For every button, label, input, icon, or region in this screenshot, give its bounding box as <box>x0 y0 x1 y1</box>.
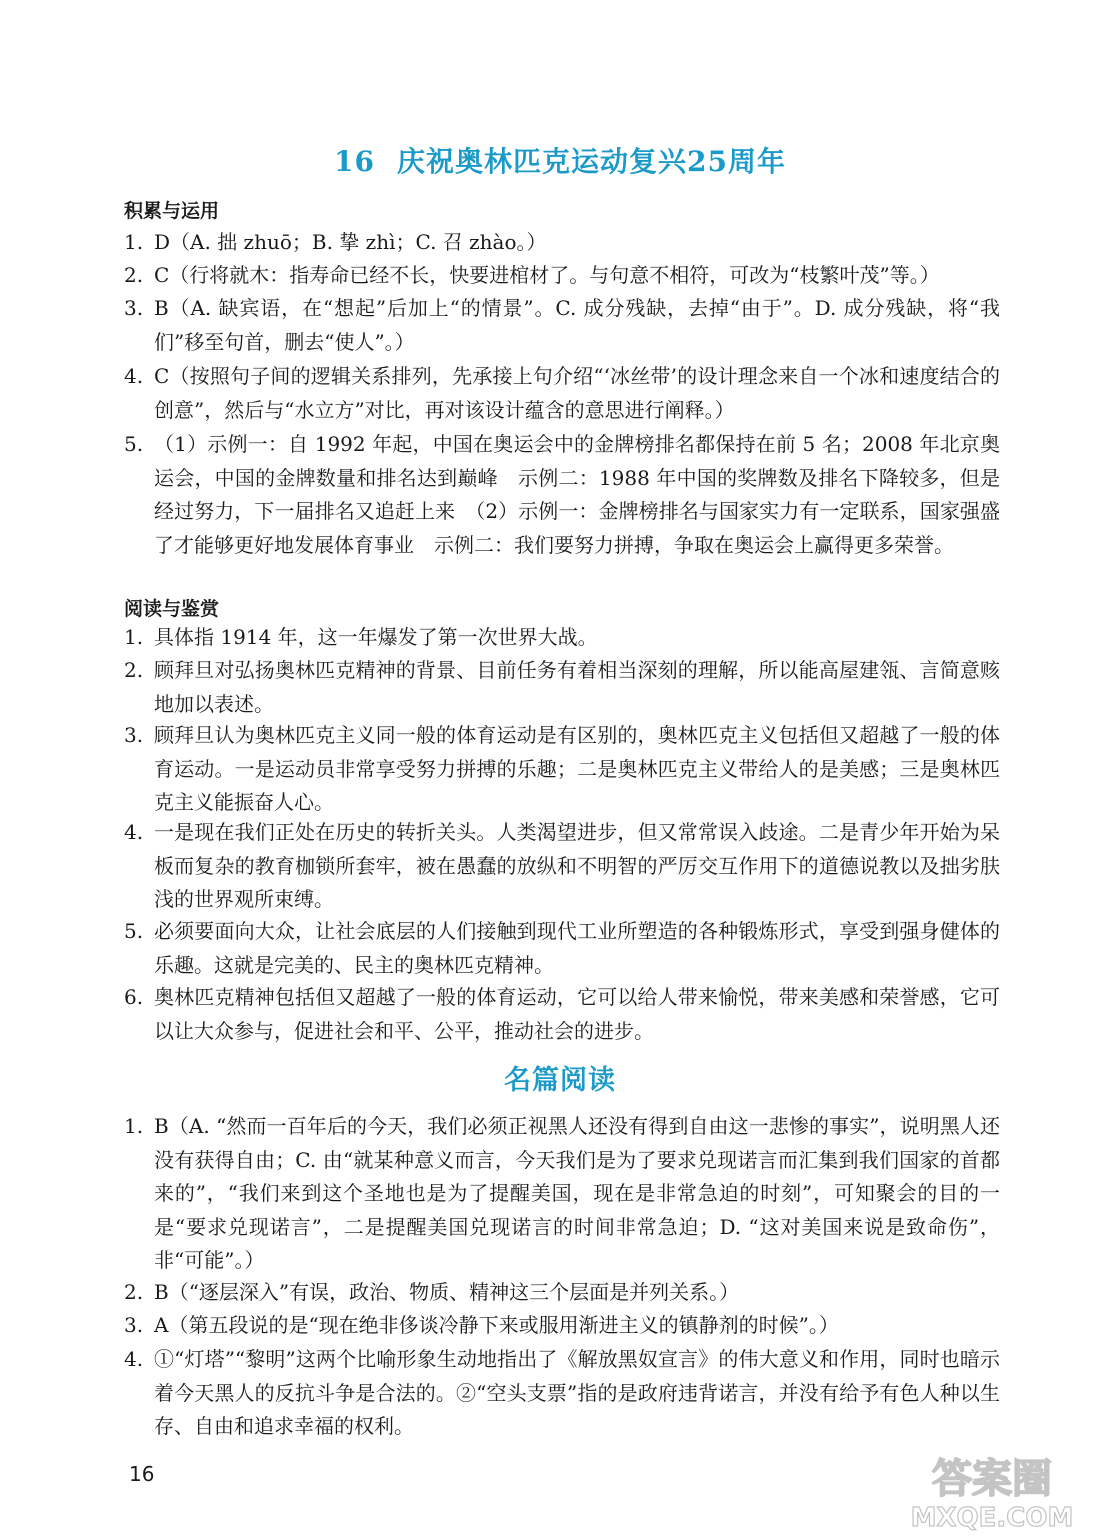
section-heading-accumulation: 积累与运用 <box>124 200 220 222</box>
watermark-logo <box>872 1442 1112 1532</box>
list-item: 3. A（第五段说的是“现在绝非侈谈冷静下来或服用渐进主义的镇静剂的时候”。） <box>124 1313 839 1337</box>
watermark-text-url: MXQE.COM <box>910 1503 1074 1532</box>
watermark-text-cn: 答案圈 <box>932 1456 1052 1502</box>
lesson-number: 16 <box>334 145 375 178</box>
lesson-title <box>0 140 1120 180</box>
list-item: 4. ①“灯塔”“黎明”这两个比喻形象生动地指出了《解放黑奴宣言》的伟大意义和作用，同时也暗示着今天黑人的反抗斗争是合法的。②“空头支票”指的是政府违背诺言，并没有给予有色人种以生存、自由和追求幸福的权利。 <box>124 1347 1000 1438</box>
list-item: 6. 奥林匹克精神包括但又超越了一般的体育运动，它可以给人带来愉悦，带来美感和荣誉感，它可以让大众参与，促进社会和平、公平，推动社会的进步。 <box>124 985 1000 1043</box>
list-item: 2. B（“逐层深入”有误，政治、物质、精神这三个层面是并列关系。） <box>124 1280 740 1304</box>
list-item: 2. C（行将就木：指寿命已经不长，快要进棺材了。与句意不相符，可改为“枝繁叶茂”等。） <box>124 263 940 287</box>
list-item: 2. 顾拜旦对弘扬奥林匹克精神的背景、目前任务有着相当深刻的理解，所以能高屋建瓴、言简意赅地加以表述。 <box>124 658 1000 716</box>
list-item: 4. C（按照句子间的逻辑关系排列，先承接上句介绍“‘冰丝带’的设计理念来自一个冰和速度结合的创意”，然后与“水立方”对比，再对该设计蕴含的意思进行阐释。） <box>124 364 1000 422</box>
list-item: 5. （1）示例一：自 1992 年起，中国在奥运会中的金牌榜排名都保持在前 5 名；2008 年北京奥运会，中国的金牌数量和排名达到巅峰 示例二：1988 年中国的奖牌数及排名下降较多，但是经过努力，下一届排名又追赶上来 （2）示例一：金牌榜排名与国家实力有一定联系，国家强盛了才能够更好地发展体育事业 示例二：我们要努力拼搏，争取在奥运会上赢得更多荣誉。 <box>124 432 1000 557</box>
list-item: 4. 一是现在我们正处在历史的转折关头。人类渴望进步，但又常常误入歧途。二是青少年开始为呆板而复杂的教育枷锁所套牢，被在愚蠢的放纵和不明智的严厉交互作用下的道德说教以及拙劣肤浅的世界观所束缚。 <box>124 820 1000 911</box>
section-heading-reading: 阅读与鉴赏 <box>124 598 220 620</box>
list-item: 1. B（A. “然而一百年后的今天，我们必须正视黑人还没有得到自由这一悲惨的事实”，说明黑人还没有获得自由；C. 由“就某种意义而言，今天我们是为了要求兑现诺言而汇集到我们国家的首都来的”，“我们来到这个圣地也是为了提醒美国，现在是非常急迫的时刻”，可知聚会的目的一是“要求兑现诺言”，二是提醒美国兑现诺言的时间非常急迫；D. “这对美国来说是致命伤”，非“可能”。） <box>124 1114 1000 1272</box>
page-number: 16 <box>129 1462 155 1486</box>
lesson-title-text: 庆祝奥林匹克运动复兴25周年 <box>397 145 786 178</box>
section-heading-classic-reading: 名篇阅读 <box>504 1065 616 1096</box>
list-item: 1. D（A. 拙 zhuō；B. 挚 zhì；C. 召 zhào。） <box>124 230 547 254</box>
list-item: 3. B（A. 缺宾语，在“想起”后加上“的情景”。C. 成分残缺，去掉“由于”。D. 成分残缺，将“我们”移至句首，删去“使人”。） <box>124 296 1000 354</box>
list-item: 5. 必须要面向大众，让社会底层的人们接触到现代工业所塑造的各种锻炼形式，享受到强身健体的乐趣。这就是完美的、民主的奥林匹克精神。 <box>124 919 1000 977</box>
list-item: 3. 顾拜旦认为奥林匹克主义同一般的体育运动是有区别的，奥林匹克主义包括但又超越了一般的体育运动。一是运动员非常享受努力拼搏的乐趣；二是奥林匹克主义带给人的是美感；三是奥林匹克主义能振奋人心。 <box>124 723 1000 814</box>
list-item: 1. 具体指 1914 年，这一年爆发了第一次世界大战。 <box>124 625 598 649</box>
